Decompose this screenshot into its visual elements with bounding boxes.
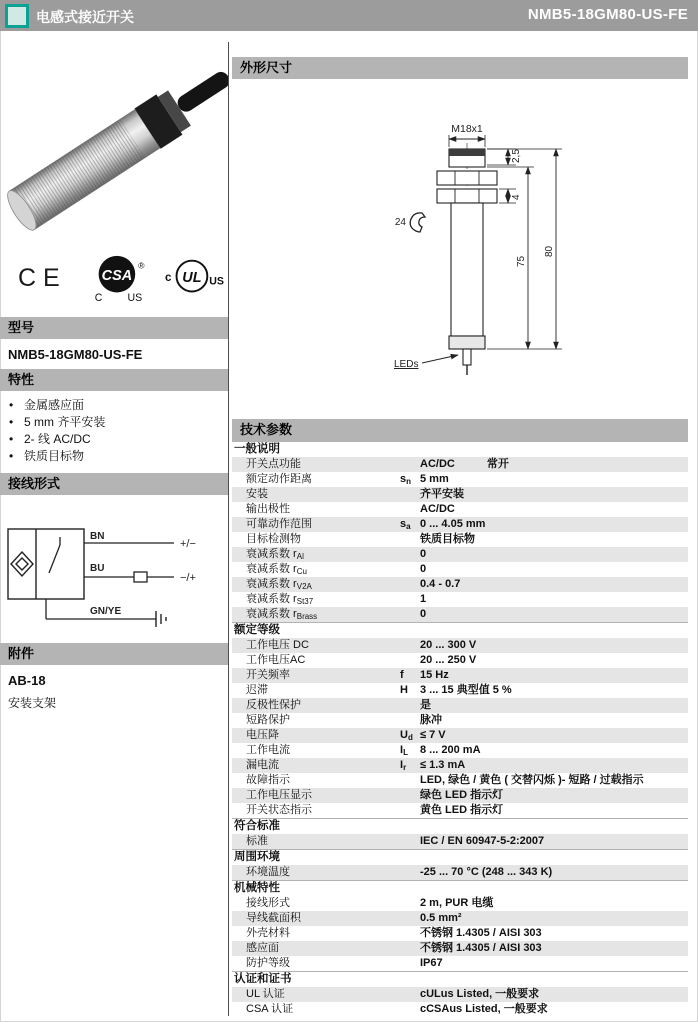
spec-row [232,607,688,622]
spec-label: 衰减系数 $r_{Brass}$ [246,608,318,621]
spec-row [232,592,688,607]
accessory-description: 安装支架 [8,696,57,710]
section-specs-header: 技术参数 [232,419,688,441]
certification-logos [0,245,228,311]
spec-label: 衰减系数 $r_{Al}$ [246,548,304,561]
spec-symbol: $s_n$ [400,473,412,486]
spec-label: 衰减系数 $r_{V2A}$ [246,578,312,591]
feature-text: 铁质目标物 [24,449,85,463]
spec-label: 反极性保护 [246,699,301,711]
bullet-icon: • [9,415,14,429]
svg-text:®: ® [137,260,145,271]
bullet-icon: • [9,398,14,412]
spec-subsection-header: 符合标准 [232,818,688,834]
spec-value: 5 mm [420,473,449,485]
spec-label: 输出极性 [246,503,290,515]
right-column [232,45,688,1017]
spec-label: UL 认证 [246,988,285,1000]
spec-value: ≤ 1.3 mA [420,759,466,771]
spec-value: AC/DC [420,503,455,515]
svg-text:LEDs: LEDs [394,359,419,370]
spec-symbol: $I_L$ [400,744,408,757]
svg-text:4: 4 [511,194,522,200]
csa-logo [89,250,149,306]
spec-label: 故障指示 [246,774,290,786]
spec-label: 漏电流 [246,759,279,771]
spec-value: 0 ... 4.05 mm [420,518,486,530]
svg-text:M18x1: M18x1 [451,123,483,135]
spec-label: 接线形式 [246,897,290,909]
spec-label: CSA 认证 [246,1003,294,1015]
spec-label: 工作电流 [246,744,290,756]
spec-row [232,987,688,1002]
spec-subsection-header: 认证和证书 [232,971,688,987]
section-features-header: 特性 [0,369,228,391]
feature-item [0,414,228,431]
spec-label: 短路保护 [246,714,290,726]
spec-label: 防护等级 [246,957,290,969]
spec-row [232,502,688,517]
svg-text:US: US [209,275,225,288]
spec-label: 开关点功能 [246,458,301,470]
spec-value: 2 m, PUR 电缆 [420,897,494,909]
spec-value: cULus Listed, 一般要求 [420,988,540,1000]
spec-row [232,773,688,788]
svg-text:80: 80 [544,245,555,257]
spec-row [232,911,688,926]
feature-text: 2- 线 AC/DC [24,432,91,446]
spec-label: 衰减系数 $r_{St37}$ [246,593,314,606]
spec-label: 工作电压AC [246,654,306,666]
svg-text:C: C [94,292,103,305]
svg-text:24: 24 [394,217,406,228]
header-bar [0,0,698,31]
left-column [0,45,228,715]
spec-row [232,788,688,803]
sensor-photo-illustration [0,45,228,245]
spec-value: 黄色 LED 指示灯 [420,804,504,816]
spec-label: 工作电压显示 [246,789,312,801]
spec-symbol: $U_d$ [400,729,413,742]
section-dimensions-header: 外形尺寸 [232,57,688,79]
spec-label: 感应面 [246,942,279,954]
brand-square-icon [5,4,29,28]
svg-text:UL: UL [182,269,202,286]
spec-label: 外壳材料 [246,927,290,939]
spec-value-2: 常开 [486,458,509,470]
page-title: 电感式接近开关 [36,9,134,25]
spec-subsection-header: 机械特性 [232,880,688,896]
header-model-number: NMB5-18GM80-US-FE [527,6,688,23]
spec-row [232,547,688,562]
feature-text: 5 mm 齐平安装 [24,415,106,429]
feature-item [0,431,228,448]
spec-row [232,517,688,532]
spec-row [232,472,688,487]
accessory-model: AB-18 [8,673,46,688]
spec-row [232,758,688,773]
spec-symbol: f [400,669,404,681]
svg-text:+/−: +/− [180,538,196,550]
spec-row [232,926,688,941]
spec-row [232,457,688,472]
spec-label: 目标检测物 [246,533,301,545]
spec-label: 可靠动作范围 [246,518,312,530]
spec-row [232,713,688,728]
dimension-drawing-svg [372,121,622,383]
spec-symbol: $s_a$ [400,518,411,531]
spec-value: 0.4 - 0.7 [420,578,461,590]
spec-value: 绿色 LED 指示灯 [420,789,504,801]
bullet-icon: • [9,432,14,446]
spec-row [232,941,688,956]
spec-value: 20 ... 300 V [420,639,477,651]
spec-row [232,683,688,698]
column-divider [228,42,229,1016]
svg-text:BU: BU [90,563,105,574]
svg-text:2,5: 2,5 [511,149,522,163]
spec-value: 不锈钢 1.4305 / AISI 303 [420,942,542,954]
svg-text:BN: BN [90,531,105,542]
svg-text:75: 75 [516,255,527,267]
spec-subsection-header: 周围环境 [232,849,688,865]
spec-row [232,896,688,911]
wiring-diagram [0,495,228,643]
spec-label: 安装 [246,488,268,500]
spec-label: 迟滞 [246,684,268,696]
svg-text:−/+: −/+ [180,572,196,584]
feature-item [0,448,228,465]
spec-value: AC/DC 常开 [420,458,509,470]
svg-text:US: US [127,292,142,305]
product-photo [0,45,228,245]
spec-value: LED, 绿色 / 黄色 ( 交替闪烁 )- 短路 / 过载指示 [420,774,644,786]
spec-value: 3 ... 15 典型值 5 % [420,684,512,696]
spec-row [232,728,688,743]
section-model-header: 型号 [0,317,228,339]
spec-subsection-header: 一般说明 [232,441,688,457]
svg-text:GN/YE: GN/YE [90,606,122,617]
spec-value: 0 [420,548,427,560]
spec-label: 开关状态指示 [246,804,312,816]
ce-logo: CE [18,263,67,292]
spec-value: 20 ... 250 V [420,654,477,666]
spec-value: IEC / EN 60947-5-2:2007 [420,835,545,847]
model-number: NMB5-18GM80-US-FE [8,347,143,362]
spec-value: 是 [420,699,431,711]
spec-value: 0.5 mm² [420,912,462,924]
spec-subsection-header: 额定等级 [232,622,688,638]
spec-row [232,865,688,880]
spec-row [232,803,688,818]
spec-label: 衰减系数 $r_{Cu}$ [246,563,307,576]
feature-text: 金属感应面 [24,398,85,412]
spec-value: 1 [420,593,427,605]
spec-row [232,834,688,849]
dimension-drawing [232,79,688,419]
section-accessories-header: 附件 [0,643,228,665]
spec-label: 标准 [246,835,268,847]
spec-label: 工作电压 DC [246,639,309,651]
spec-symbol: $I_r$ [400,759,407,772]
spec-row [232,577,688,592]
spec-label: 开关频率 [246,669,290,681]
spec-value: 不锈钢 1.4305 / AISI 303 [420,927,542,939]
spec-value: IP67 [420,957,443,969]
spec-value: 脉冲 [420,714,442,726]
spec-value: cCSAus Listed, 一般要求 [420,1003,548,1015]
spec-row [232,1002,688,1017]
spec-row [232,743,688,758]
spec-value: 0 [420,608,427,620]
spec-symbol: H [400,684,408,696]
bullet-icon: • [9,449,14,463]
spec-row [232,698,688,713]
spec-label: 导线截面积 [246,912,301,924]
feature-item [0,397,228,414]
spec-value: ≤ 7 V [420,729,446,741]
spec-label: 环境温度 [246,866,290,878]
spec-value: 齐平安装 [420,488,464,500]
svg-text:c: c [165,271,172,284]
spec-row [232,668,688,683]
spec-value: 0 [420,563,427,575]
spec-value: 铁质目标物 [420,533,475,545]
spec-value: -25 ... 70 °C (248 ... 343 K) [420,866,553,878]
wiring-diagram-svg [6,513,218,641]
features-list [0,391,228,473]
spec-value: 8 ... 200 mA [420,744,481,756]
ul-logo [164,255,228,301]
spec-table [232,441,688,1017]
spec-value: 15 Hz [420,669,449,681]
section-connection-header: 接线形式 [0,473,228,495]
spec-row [232,532,688,547]
spec-row [232,638,688,653]
svg-text:CSA: CSA [101,267,132,284]
spec-row [232,562,688,577]
spec-row [232,487,688,502]
spec-label: 电压降 [246,729,279,741]
spec-row [232,956,688,971]
spec-row [232,653,688,668]
spec-label: 额定动作距离 [246,473,312,485]
